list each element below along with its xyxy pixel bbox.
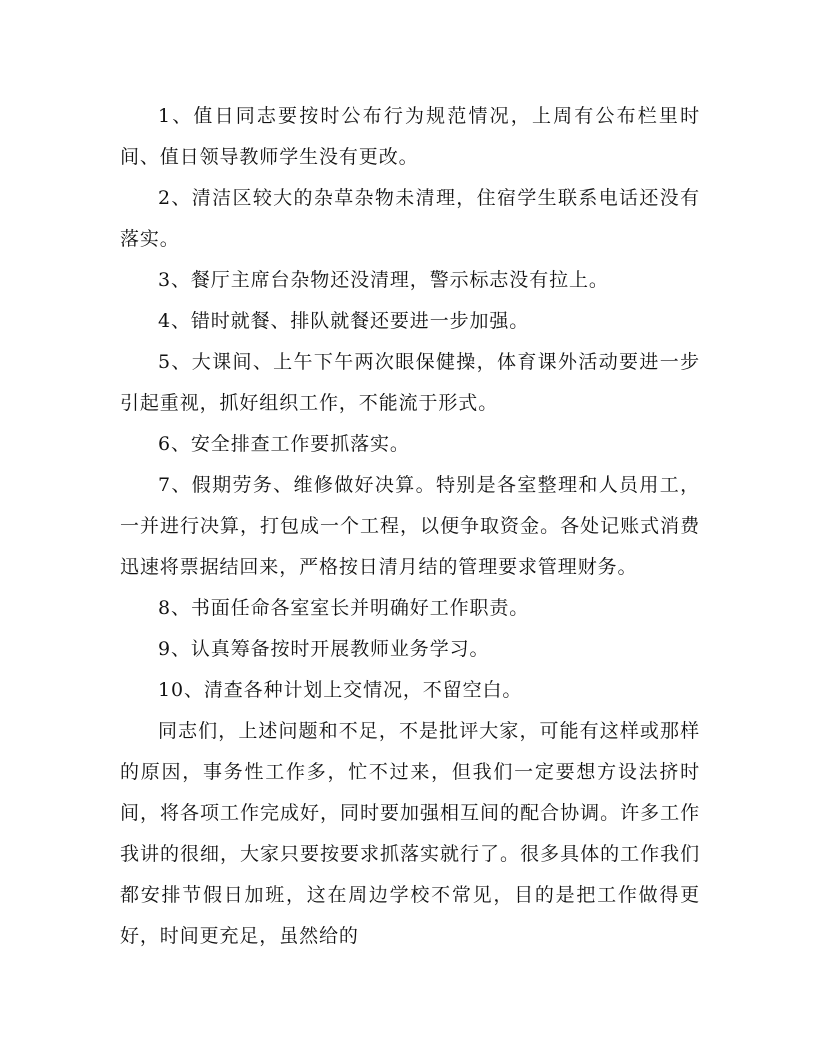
paragraph-item-7: 7、假期劳务、维修做好决算。特别是各室整理和人员用工，一并进行决算，打包成一个工程，以便争取资金。各处记账式消费迅速将票据结回来，严格按日清月结的管理要求管理财务。	[120, 474, 700, 578]
paragraph-item-9: 9、认真筹备按时开展教师业务学习。	[158, 638, 490, 660]
paragraph-item-3: 3、餐厅主席台杂物还没清理，警示标志没有拉上。	[158, 269, 609, 291]
paragraph-item-10: 10、清查各种计划上交情况，不留空白。	[158, 679, 523, 701]
paragraph-item-8: 8、书面任命各室室长并明确好工作职责。	[158, 597, 530, 619]
paragraph-item-5: 5、大课间、上午下午两次眼保健操，体育课外活动要进一步引起重视，抓好组织工作，不能流于形式。	[120, 351, 700, 414]
document-body	[120, 96, 700, 957]
paragraph-item-6: 6、安全排查工作要抓落实。	[158, 433, 410, 455]
paragraph-item-2: 2、清洁区较大的杂草杂物未清理，住宿学生联系电话还没有落实。	[120, 187, 700, 250]
paragraph-item-4: 4、错时就餐、排队就餐还要进一步加强。	[158, 310, 530, 332]
paragraph-item-1: 1、值日同志要按时公布行为规范情况，上周有公布栏里时间、值日领导教师学生没有更改。	[120, 105, 700, 168]
closing-paragraph: 同志们，上述问题和不足，不是批评大家，可能有这样或那样的原因，事务性工作多，忙不过来，但我们一定要想方设法挤时间，将各项工作完成好，同时要加强相互间的配合协调。许多工作我讲的很细，大家只要按要求抓落实就行了。很多具体的工作我们都安排节假日加班，这在周边学校不常见，目的是把工作做得更好，时间更充足，虽然给的	[120, 720, 700, 947]
